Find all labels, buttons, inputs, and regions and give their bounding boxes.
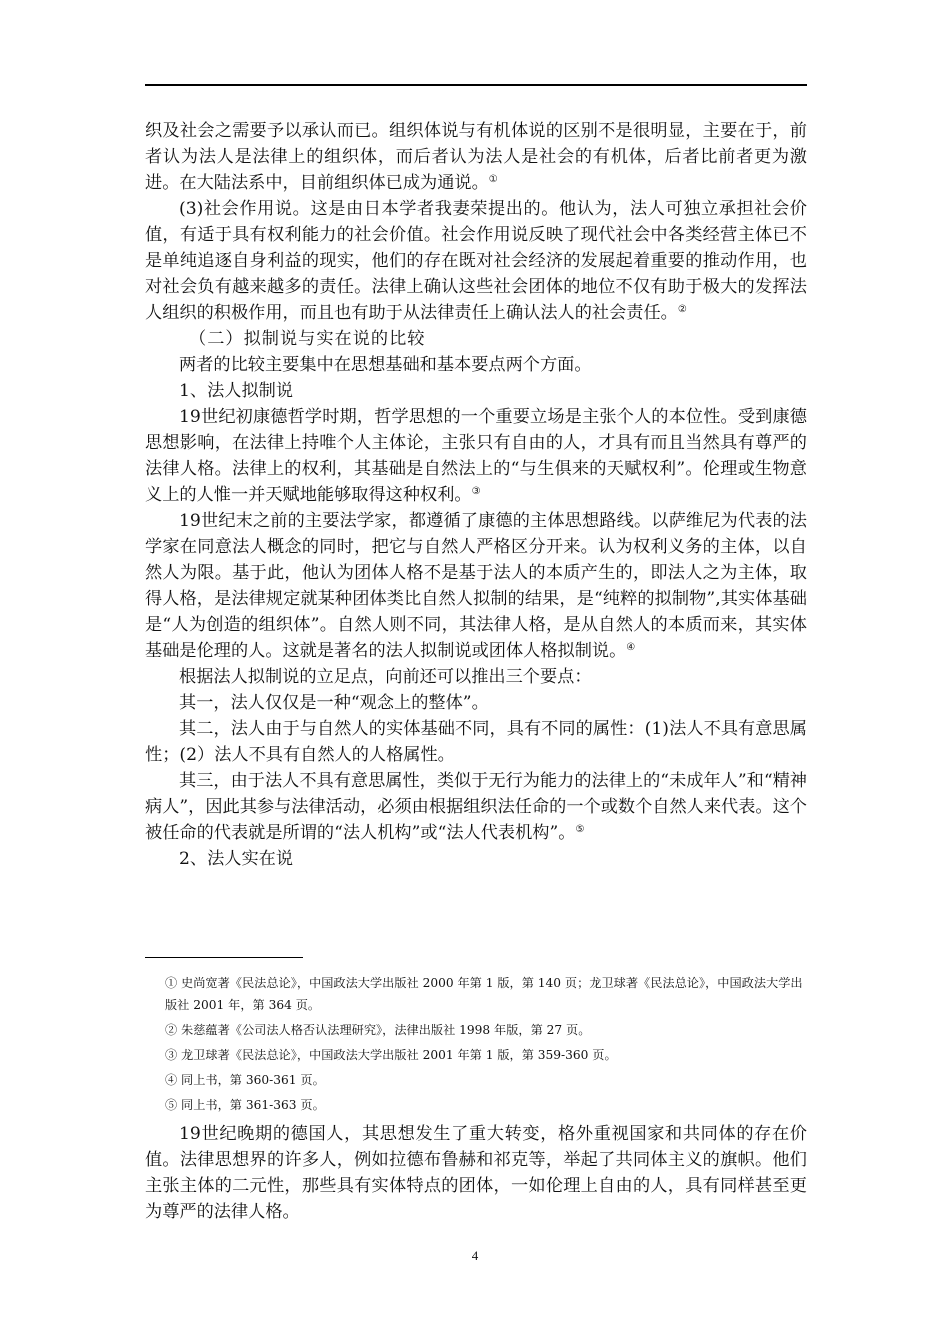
header-rule [145, 84, 807, 86]
footnote-ref: ② [677, 304, 687, 315]
subsection-heading: 1、法人拟制说 [179, 381, 294, 401]
paragraph: 其三，由于法人不具有意思属性，类似于无行为能力的法律上的“未成年人”和“精神病人”，因此其参与法律活动，必须由根据组织法任命的一个或数个自然人来代表。这个被任命的代表就是所谓的“法人机构”或“法人代表机构”。⑤ [145, 771, 807, 843]
paragraph: 19世纪初康德哲学时期，哲学思想的一个重要立场是主张个人的本位性。受到康德思想影响，在法律上持唯个人主体论，主张只有自由的人，才具有而且当然具有尊严的法律人格。法律上的权利，其基础是自然法上的“与生俱来的天赋权利”。伦理或生物意义上的人惟一并天赋地能够取得这种权利。③ [145, 407, 807, 505]
paragraph: 其二，法人由于与自然人的实体基础不同，具有不同的属性：(1)法人不具有意思属性；(2）法人不具有自然人的人格属性。 [145, 719, 807, 765]
footnote-ref: ④ [626, 642, 636, 653]
footnote-2: ② 朱慈蕴著《公司法人格否认法理研究》，法律出版社 1998 年版，第 27 页。 [165, 1023, 591, 1037]
paragraph: 根据法人拟制说的立足点，向前还可以推出三个要点： [179, 667, 592, 687]
subsection-heading: 2、法人实在说 [179, 849, 294, 869]
paragraph: (3)社会作用说。这是由日本学者我妻荣提出的。他认为，法人可独立承担社会价值，有适于具有权利能力的社会价值。社会作用说反映了现代社会中各类经营主体已不是单纯追逐自身利益的现实，他们的存在既对社会经济的发展起着重要的推动作用，也对社会负有越来越多的责任。法律上确认这些社会团体的地位不仅有助于极大的发挥法人组织的积极作用，而且也有助于从法律责任上确认法人的社会责任。② [145, 199, 807, 323]
footnote-ref: ⑤ [575, 824, 585, 835]
paragraph: 两者的比较主要集中在思想基础和基本要点两个方面。 [179, 355, 592, 375]
section-heading: （二）拟制说与实在说的比较 [189, 329, 426, 349]
footnote-4: ④ 同上书，第 360-361 页。 [165, 1073, 325, 1087]
paragraph: 19世纪末之前的主要法学家，都遵循了康德的主体思想路线。以萨维尼为代表的法学家在同意法人概念的同时，把它与自然人严格区分开来。认为权利义务的主体，以自然人为限。基于此，他认为团体人格不是基于法人的本质产生的，即法人之为主体，取得人格，是法律规定就某种团体类比自然人拟制的结果，是“纯粹的拟制物”,其实体基础是“人为创造的组织体”。自然人则不同，其法律人格，是从自然人的本质而来，其实体基础是伦理的人。这就是著名的法人拟制说或团体人格拟制说。④ [145, 511, 807, 661]
paragraph: 19世纪晚期的德国人，其思想发生了重大转变，格外重视国家和共同体的存在价值。法律思想界的许多人，例如拉德布鲁赫和祁克等，举起了共同体主义的旗帜。他们主张主体的二元性，那些具有实体特点的团体，一如伦理上自由的人，具有同样甚至更为尊严的法律人格。 [145, 1124, 807, 1222]
footnote-separator [145, 957, 303, 958]
footnote-3: ③ 龙卫球著《民法总论》，中国政法大学出版社 2001 年第 1 版，第 359-360 页。 [165, 1048, 617, 1062]
footnote-5: ⑤ 同上书，第 361-363 页。 [165, 1098, 325, 1112]
paragraph: 织及社会之需要予以承认而已。组织体说与有机体说的区别不是很明显，主要在于，前者认为法人是法律上的组织体，而后者认为法人是社会的有机体，后者比前者更为激进。在大陆法系中，目前组织体已成为通说。① [145, 121, 807, 193]
footnote-1: ① 史尚宽著《民法总论》，中国政法大学出版社 2000 年第 1 版，第 140 页；龙卫球著《民法总论》，中国政法大学出版社 2001 年，第 364 页。 [165, 976, 803, 1012]
footnote-ref: ③ [471, 486, 481, 497]
page-number: 4 [471, 1248, 479, 1263]
main-text [145, 118, 807, 872]
paragraph: 其一，法人仅仅是一种“观念上的整体”。 [179, 693, 489, 713]
footnotes [145, 972, 807, 1119]
footnote-ref: ① [488, 174, 498, 185]
continuation-text [145, 1121, 807, 1225]
